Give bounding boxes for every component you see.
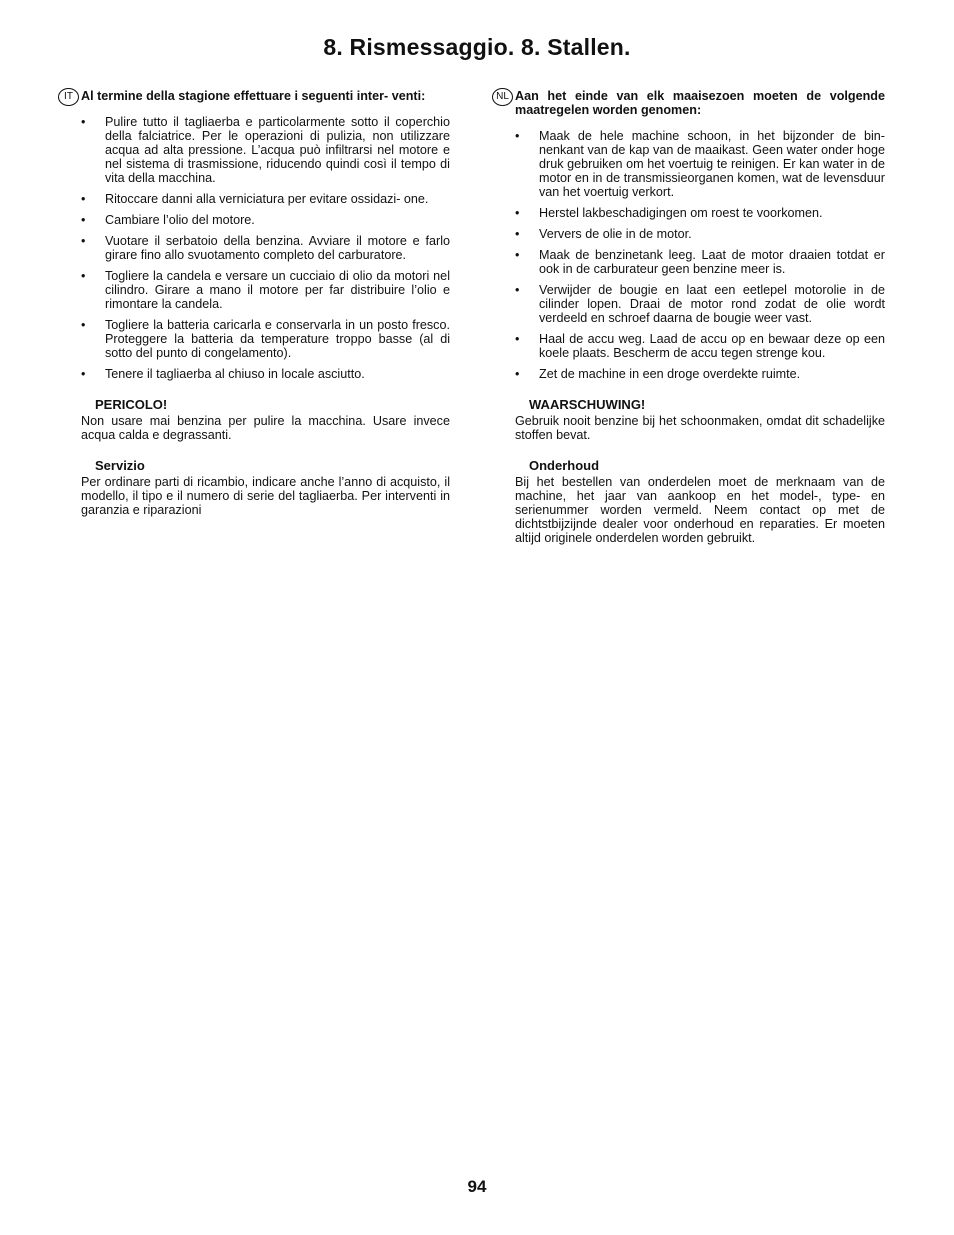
page-title: 8. Rismessaggio. 8. Stallen. [323,34,631,60]
intro-text: Aan het einde van elk maaisezoen moeten de volgende maatregelen worden genomen: [515,89,885,117]
warning-heading-italian: PERICOLO! [95,397,168,412]
service-heading-dutch: Onderhoud [529,458,600,473]
list-italian [58,115,450,381]
column-dutch [492,89,885,545]
language-badge-nl: NL [492,88,513,106]
list-item: • Maak de hele machine schoon, in het bijzonder de bin- nenkant van de kap van de maaikast. Geen water onder hoge druk gebruiken om het voertuig te reinigen. Er kan water in de motor en in de transmissieorganen komen, wat de levensduur van het voertuig verkort. [515,129,885,199]
warning-text-dutch: Gebruik nooit benzine bij het schoonmaken, omdat dit schadelijke stoffen bevat. [515,414,885,442]
service-heading-italian: Servizio [95,458,145,473]
list-item: • Ritoccare danni alla verniciatura per evitare ossidazi- one. [81,192,429,206]
list-item: • Pulire tutto il tagliaerba e particolarmente sotto il coperchio della falciatrice. Per le operazioni di pulizia, non utilizzare acqua ad alta pressione. L’acqua può infiltrarsi nel motore e nel sistema di trasmissione, riducendo quindi così il tempo di vita della macchina. [81,115,450,185]
list-item: • Tenere il tagliaerba al chiuso in locale asciutto. [81,367,365,381]
service-text-italian: Per ordinare parti di ricambio, indicare anche l’anno di acquisto, il modello, il tipo e il numero di serie del tagliaerba. Per interventi in garanzia e riparazioni [81,475,450,517]
list-item: • Togliere la batteria caricarla e conservarla in un posto fresco. Proteggere la batteria da temperature troppo basse (al di sotto del punto di congelamento). [81,318,450,360]
language-badge-it: IT [58,88,79,106]
list-item: • Maak de benzinetank leeg. Laat de motor draaien totdat er ook in de carburateur geen benzine meer is. [515,248,885,276]
list-item: • Togliere la candela e versare un cucciaio di olio da motori nel cilindro. Girare a mano il motore per far distribuire l’olio e rimontare la candela. [81,269,450,311]
list-dutch [492,129,885,381]
service-text-dutch: Bij het bestellen van onderdelen moet de merknaam van de machine, het jaar van aankoop en het model-, type- en serienummer worden vermeld. Neem contact op met de dichtstbijzijnde dealer voor onderhoud en reparaties. Er moeten altijd originele onderdelen worden gebruikt. [515,475,885,545]
page-number: 94 [467,1177,487,1196]
warning-heading-dutch: WAARSCHUWING! [529,397,646,412]
list-item: • Ververs de olie in de motor. [515,227,692,241]
intro-italian [58,89,450,103]
list-item: • Verwijder de bougie en laat een eetlepel motorolie in de cilinder lopen. Draai de motor rond zodat de olie wordt verdeeld en schroef daarna de bougie weer vast. [515,283,885,325]
intro-text: Al termine della stagione effettuare i seguenti inter- venti: [81,89,426,103]
column-italian [58,89,450,517]
warning-text-italian: Non usare mai benzina per pulire la macchina. Usare invece acqua calda e degrassanti. [81,414,450,442]
list-item: • Zet de machine in een droge overdekte ruimte. [515,367,801,381]
list-item: • Haal de accu weg. Laad de accu op en bewaar deze op een koele plaats. Bescherm de accu tegen strenge kou. [515,332,885,360]
list-item: • Cambiare l’olio del motore. [81,213,255,227]
intro-dutch [492,89,885,117]
list-item: • Herstel lakbeschadigingen om roest te voorkomen. [515,206,823,220]
list-item: • Vuotare il serbatoio della benzina. Avviare il motore e farlo girare fino allo svuotamento completo del carburatore. [81,234,450,262]
